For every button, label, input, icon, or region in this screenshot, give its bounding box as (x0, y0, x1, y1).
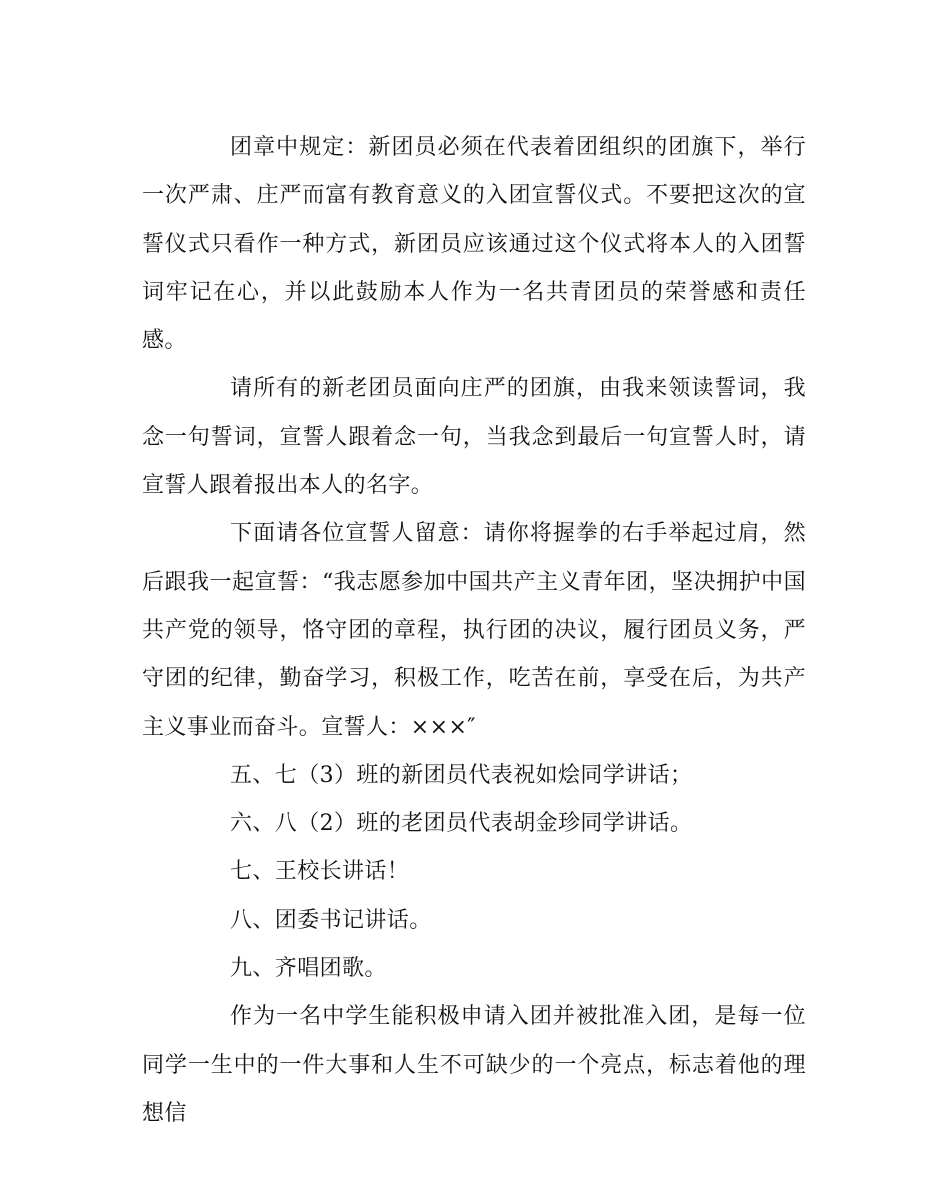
paragraph-item-7: 七、王校长讲话！ (230, 859, 410, 885)
paragraph-oath-rules: 团章中规定：新团员必须在代表着团组织的团旗下，举行一次严肃、庄严而富有教育意义的入团宣誓仪式。不要把这次的宣誓仪式只看作一种方式，新团员应该通过这个仪式将本人的入团誓词牢记在心，并以此鼓励本人作为一名共青团员的荣誉感和责任感。 (142, 135, 806, 354)
paragraph-oath-text: 下面请各位宣誓人留意：请你将握拳的右手举起过肩，然后跟我一起宣誓：“我志愿参加中国共产主义青年团，坚决拥护中国共产党的领导，恪守团的章程，执行团的决议，履行团员义务，严守团的纪律，勤奋学习，积极工作，吃苦在前，享受在后，为共产主义事业而奋斗。宣誓人：×××″ (142, 521, 806, 740)
document-body (142, 124, 806, 1138)
paragraph-item-9: 九、齐唱团歌。 (230, 956, 387, 982)
paragraph-item-5: 五、七（3）班的新团员代表祝如烩同学讲话； (230, 762, 693, 788)
paragraph-item-6: 六、八（2）班的老团员代表胡金珍同学讲话。 (230, 811, 693, 837)
paragraph-item-8: 八、团委书记讲话。 (230, 907, 432, 933)
paragraph-leading-oath: 请所有的新老团员面向庄严的团旗，由我来领读誓词，我念一句誓词，宣誓人跟着念一句，当我念到最后一句宣誓人时，请宣誓人跟着报出本人的名字。 (142, 376, 806, 499)
paragraph-closing: 作为一名中学生能积极申请入团并被批准入团，是每一位同学一生中的一件大事和人生不可缺少的一个亮点，标志着他的理想信 (142, 1004, 806, 1126)
